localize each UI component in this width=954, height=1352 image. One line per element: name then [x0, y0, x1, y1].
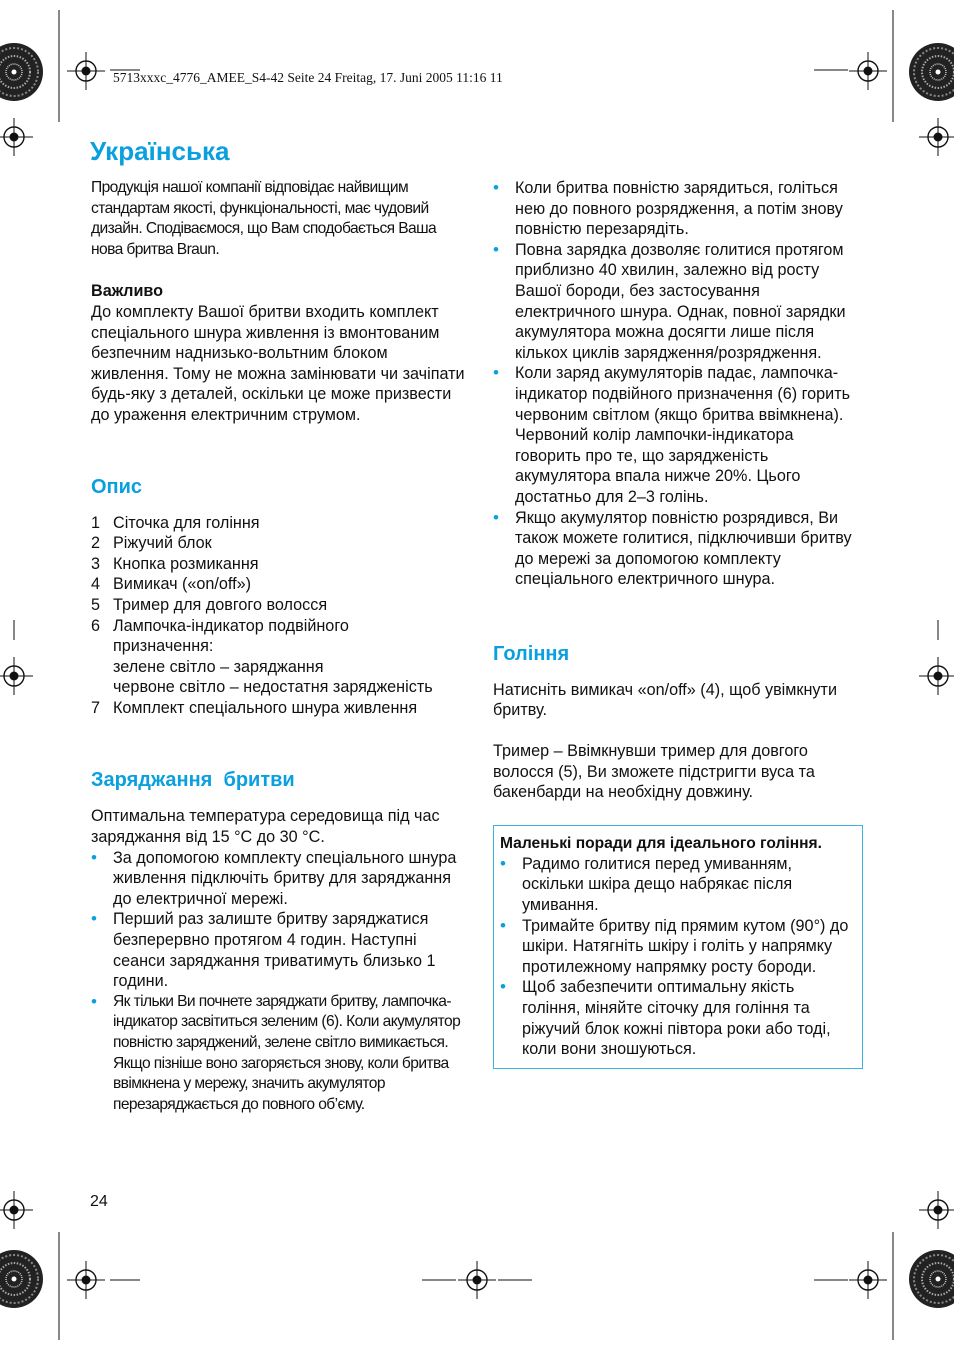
- shaving-paragraph-2: Тример – Ввімкнувши тример для довгого волосся (5), Ви зможете підстригти вуса та бакенбарди на необхідну довжину.: [493, 742, 815, 802]
- page-number: 24: [90, 1193, 108, 1210]
- parts-list-item: [91, 595, 466, 616]
- left-column: [91, 178, 466, 1115]
- charging-intro: Оптимальна температура середовища під час заряджання від 15 °C до 30 °C.: [91, 807, 440, 847]
- parts-list-item: [91, 698, 466, 719]
- part-label: Тример для довгого волосся: [113, 595, 328, 614]
- part-number: 7: [91, 698, 101, 717]
- part-label: Вимикач («on/off»): [113, 575, 252, 594]
- list-item: • Коли бритва повністю зарядиться, голіться нею до повного розрядження, а потім знову повністю перезарядіть.: [493, 178, 863, 240]
- list-item: • За допомогою комплекту спеціального шнура живлення підключіть бритву для заряджання до електричної мережі.: [91, 848, 466, 910]
- list-item: • Перший раз залиште бритву заряджатися безперервно протягом 4 годин. Наступні сеанси заряджання триватимуть близько 1 години.: [91, 909, 466, 991]
- part-label: Ріжучий блок: [113, 534, 212, 553]
- part-number: 1: [91, 513, 101, 532]
- part-number: 4: [91, 575, 101, 594]
- list-item: • Коли заряд акумуляторів падає, лампочка-індикатор подвійного призначення (6) горить червоним світлом (якщо бритва ввімкнена). Червоний колір лампочки-індикатора говорить про те, що зарядженість акумулятора впала нижче 20%. Цього достатньо для 2–3 голінь.: [493, 363, 863, 507]
- shaving-heading: Гоління: [493, 642, 570, 665]
- description-heading: Опис: [91, 475, 143, 498]
- charging-heading: Заряджання бритви: [91, 769, 295, 792]
- parts-list-item: [91, 616, 466, 657]
- list-item: • Щоб забезпечити оптимальну якість гоління, міняйте сіточку для гоління та ріжучий блок кожні півтора роки або тоді, коли вони зношуються.: [500, 977, 852, 1059]
- list-item: • Як тільки Ви почнете заряджати бритву, лампочка-індикатор засвітиться зеленим (6). Коли акумулятор повністю заряджений, зелене світло вимикається. Якщо пізніше воно загоряється знову, коли бритва ввімкнена у мережу, значить акумулятор перезаряджається до повного об’єму.: [91, 992, 466, 1116]
- part-number: 2: [91, 534, 101, 553]
- list-item: • Повна зарядка дозволяє голитися протягом приблизно 40 хвилин, залежно від росту Вашої бороди, без застосування електричного шнура. Однак, повної зарядки акумулятора можна досягти лише після кількох циклів зарядження/розрядження.: [493, 240, 863, 364]
- important-label: Важливо: [91, 282, 164, 301]
- right-column: [493, 178, 863, 1069]
- tips-bullets: [500, 854, 852, 1060]
- part-number: 6: [91, 616, 101, 635]
- parts-list-subitem: [91, 657, 466, 678]
- part-number: 3: [91, 554, 101, 573]
- parts-list-item: [91, 533, 466, 554]
- part-label: Сіточка для гоління: [113, 513, 260, 532]
- parts-list-item: [91, 554, 466, 575]
- part-label: зелене світло – заряджання: [113, 657, 324, 676]
- page-title: Українська: [90, 136, 230, 166]
- important-paragraph: До комплекту Вашої бритви входить комплект спеціального шнура живлення із вмонтованим безпечним наднизько-вольтним блоком живлення. Тому не можна замінювати чи зачіпати будь-яку з деталей, оскільки це може призвести до ураження електричним струмом.: [91, 302, 465, 424]
- tips-title: Маленькі поради для ідеального гоління.: [500, 834, 822, 852]
- part-number: 5: [91, 595, 101, 614]
- print-header-meta: 5713xxxc_4776_AMEE_S4-42 Seite 24 Freitag, 17. Juni 2005 11:16 11: [113, 70, 503, 85]
- list-item: • Тримайте бритву під прямим кутом (90°) до шкіри. Натягніть шкіру і голіть у напрямку протилежному напрямку росту бороди.: [500, 916, 852, 978]
- intro-paragraph: Продукція нашої компанії відповідає найвищим стандартам якості, функціональності, має чудовий дизайн. Сподіваємося, що Вам сподобається Ваша нова бритва Braun.: [91, 179, 437, 258]
- part-label: Комплект спеціального шнура живлення: [113, 698, 418, 717]
- list-item: • Якщо акумулятор повністю розрядився, Ви також можете голитися, підключивши бритву до мережі за допомогою комплекту спеціального електричного шнура.: [493, 508, 863, 590]
- tips-box: [493, 825, 863, 1069]
- charging-bullets: [91, 848, 466, 1116]
- parts-list-subitem: [91, 677, 466, 698]
- charging-bullets-continued: [493, 178, 863, 590]
- part-label: Кнопка розмикання: [113, 554, 259, 573]
- parts-list: [91, 513, 466, 719]
- part-label: Лампочка-індикатор подвійного призначення:: [113, 616, 349, 656]
- list-item: • Радимо голитися перед умиванням, оскільки шкіра дещо набрякає після умивання.: [500, 854, 852, 916]
- parts-list-item: [91, 513, 466, 534]
- parts-list-item: [91, 574, 466, 595]
- shaving-paragraph-1: Натисніть вимикач «on/off» (4), щоб увімкнути бритву.: [493, 680, 837, 720]
- part-label: червоне світло – недостатня зарядженість: [113, 678, 433, 697]
